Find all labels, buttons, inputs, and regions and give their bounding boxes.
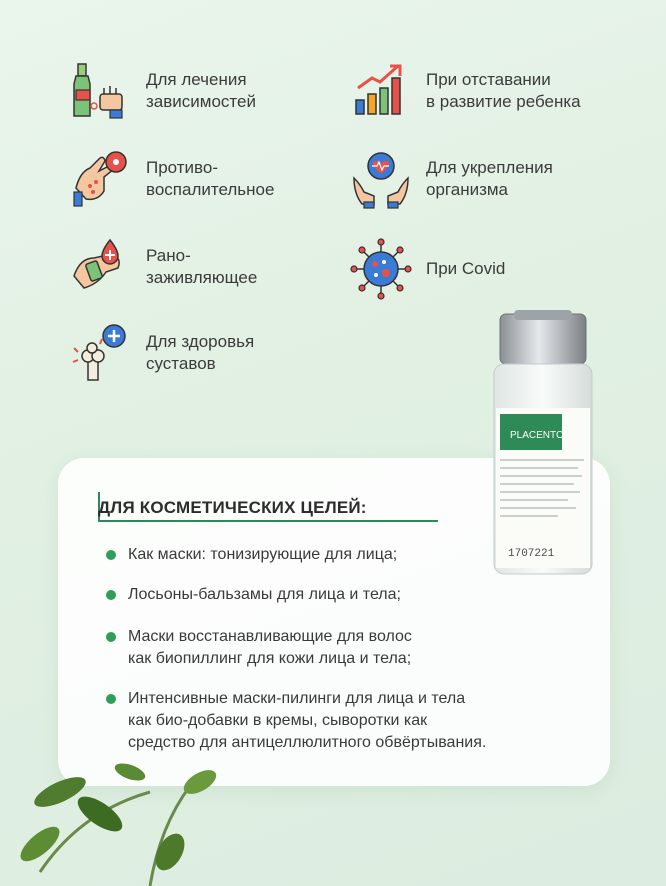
placentol-vial-image [488,308,598,578]
benefit-label: Противо- воспалительное [146,158,275,199]
cosmetic-item-text: Как маски: тонизирующие для лица; [128,546,398,563]
growth-chart-icon [350,60,412,122]
benefit-label: При Covid [426,259,506,278]
bullet-dot [106,632,116,642]
bullet-dot [106,694,116,704]
cosmetic-item-text: Интенсивные маски-пилинги для лица и тела как био-добавки в кремы, сыворотки как средство для антицеллюлитного обвёртывания. [128,690,487,751]
vial-brand: PLACENTOL [510,430,570,441]
bullet-dot [106,550,116,560]
joint-bone-icon [70,322,132,384]
cosmetic-item [106,584,401,606]
benefit-child-development [350,60,581,122]
cosmetic-item-text: Маски восстанавливающие для волос как биопиллинг для кожи лица и тела; [128,628,412,667]
vial-lot-number: 1707221 [508,548,555,560]
benefit-label: Для здоровья суставов [146,332,255,373]
benefit-label: Для лечения зависимостей [146,70,256,111]
benefit-joints [70,322,254,384]
cosmetic-item-text: Лосьоны-бальзамы для лица и тела; [128,586,401,603]
cosmetic-item [106,544,397,566]
benefit-covid [350,238,505,300]
cosmetic-item [106,688,486,754]
inflamed-hand-icon [70,148,132,210]
benefit-addictions [70,60,256,122]
benefit-label: Для укрепления организма [426,158,553,199]
bullet-dot [106,590,116,600]
title-underline [98,520,438,522]
benefit-anti-inflammatory [70,148,274,210]
benefit-wound-healing [70,236,257,298]
bandaged-arm-icon [70,236,132,298]
benefit-strengthen [350,148,553,210]
benefit-label: Рано- заживляющее [146,246,258,287]
cosmetic-title: ДЛЯ КОСМЕТИЧЕСКИХ ЦЕЛЕЙ: [98,498,367,517]
hands-heart-icon [350,148,412,210]
decorative-leaves [0,752,260,886]
bottle-hand-icon [70,60,132,122]
virus-icon [350,238,412,300]
cosmetic-item [106,626,412,670]
benefit-label: При отставании в развитие ребенка [426,70,581,111]
